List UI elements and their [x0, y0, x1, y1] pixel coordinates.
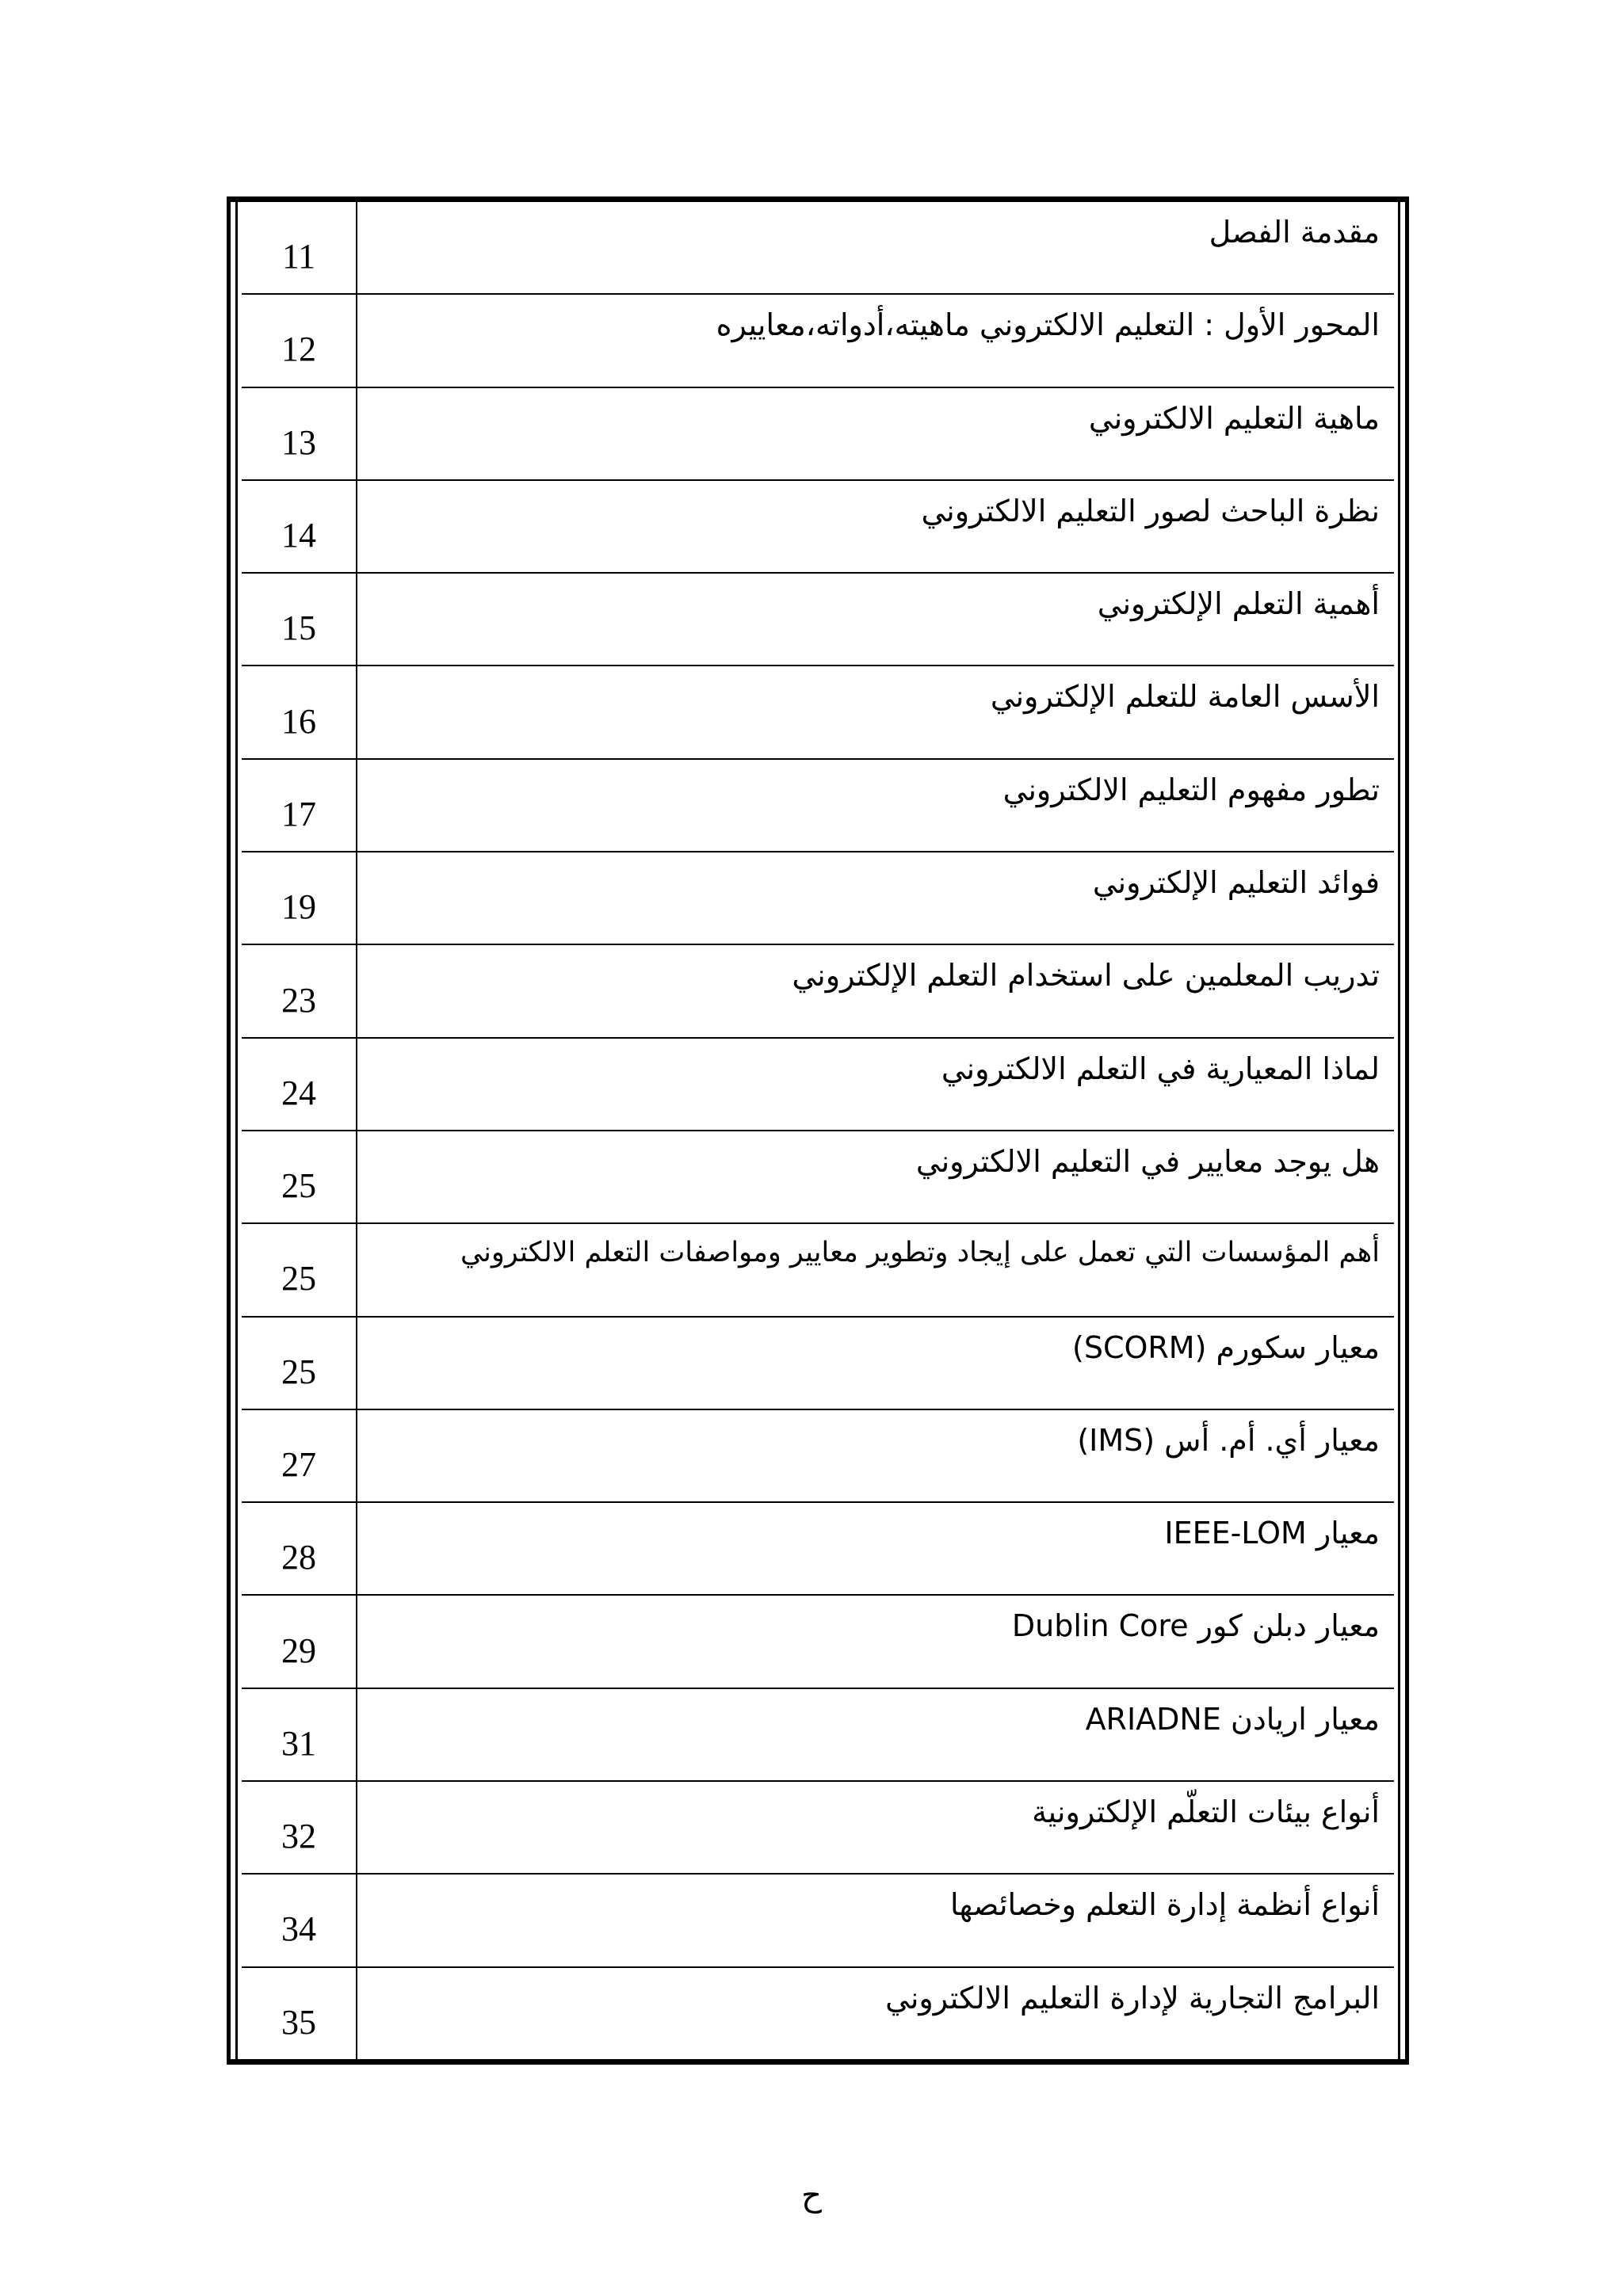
toc-entry-title: فوائد التعليم الإلكتروني — [1092, 865, 1380, 901]
toc-entry-title: تطور مفهوم التعليم الالكتروني — [1002, 772, 1380, 807]
toc-entry-title: ماهية التعليم الالكتروني — [1088, 400, 1380, 436]
toc-page-number: 15 — [242, 574, 357, 665]
table-of-contents — [242, 202, 1394, 2059]
toc-entry-title: المحور الأول : التعليم الالكتروني ماهيته،أدواته،معاييره — [716, 307, 1380, 343]
toc-page-number: 14 — [242, 481, 357, 572]
toc-entry-title: أنواع أنظمة إدارة التعلم وخصائصها — [949, 1887, 1380, 1923]
toc-row — [242, 479, 1394, 572]
toc-entry-title: لماذا المعيارية في التعلم الالكتروني — [941, 1051, 1380, 1086]
toc-row — [242, 1222, 1394, 1315]
toc-page-number: 31 — [242, 1689, 357, 1780]
toc-page-number: 28 — [242, 1503, 357, 1594]
toc-entry-title: معيار اريادن ARIADNE — [1085, 1701, 1380, 1737]
toc-page-number: 25 — [242, 1131, 357, 1222]
toc-entry-title: مقدمة الفصل — [1209, 215, 1380, 250]
toc-page-number: 11 — [242, 202, 357, 293]
page-number-footer: ح — [801, 2177, 822, 2214]
toc-row — [242, 1409, 1394, 1501]
toc-row — [242, 1037, 1394, 1130]
toc-row — [242, 1873, 1394, 1966]
toc-entry-title: هل يوجد معايير في التعليم الالكتروني — [915, 1143, 1380, 1179]
toc-page-number: 32 — [242, 1782, 357, 1873]
toc-page-number: 25 — [242, 1318, 357, 1409]
toc-entry-title: تدريب المعلمين على استخدام التعلم الإلكتروني — [792, 958, 1380, 994]
toc-page-number: 24 — [242, 1039, 357, 1130]
toc-page-number: 16 — [242, 666, 357, 757]
toc-entry-title: البرامج التجارية لإدارة التعليم الالكتروني — [885, 1980, 1380, 2016]
toc-page-number: 19 — [242, 852, 357, 944]
toc-entry-title: أهمية التعلم الإلكتروني — [1097, 586, 1380, 622]
toc-row — [242, 293, 1394, 386]
toc-row — [242, 1966, 1394, 2059]
toc-row — [242, 1316, 1394, 1409]
toc-row — [242, 851, 1394, 944]
toc-row — [242, 665, 1394, 757]
toc-row — [242, 1594, 1394, 1687]
toc-entry-title: نظرة الباحث لصور التعليم الالكتروني — [921, 493, 1380, 528]
toc-row — [242, 387, 1394, 479]
toc-page-number: 13 — [242, 388, 357, 479]
toc-entry-title: أهم المؤسسات التي تعمل على إيجاد وتطوير معايير ومواصفات التعلم الالكتروني — [460, 1237, 1380, 1269]
toc-page-number: 29 — [242, 1596, 357, 1687]
toc-page-number: 23 — [242, 945, 357, 1036]
toc-page-number: 34 — [242, 1875, 357, 1966]
toc-page-number: 12 — [242, 295, 357, 386]
toc-row — [242, 1780, 1394, 1873]
toc-entry-title: معيار أي. أم. أس (IMS) — [1077, 1422, 1380, 1458]
toc-entry-title: معيار IEEE-LOM — [1164, 1516, 1380, 1551]
toc-page-number: 35 — [242, 1968, 357, 2059]
toc-entry-title: معيار سكورم (SCORM) — [1072, 1329, 1380, 1365]
toc-row — [242, 944, 1394, 1036]
toc-row — [242, 1688, 1394, 1780]
toc-row — [242, 1501, 1394, 1594]
toc-entry-title: أنواع بيئات التعلّم الإلكترونية — [1032, 1794, 1380, 1830]
toc-page-number: 17 — [242, 760, 357, 851]
toc-row — [242, 1130, 1394, 1222]
toc-page-number: 25 — [242, 1224, 357, 1315]
toc-page-number: 27 — [242, 1410, 357, 1501]
toc-entry-title: معيار دبلن كور Dublin Core — [1011, 1608, 1380, 1644]
toc-row — [242, 572, 1394, 665]
toc-row — [242, 758, 1394, 851]
toc-entry-title: الأسس العامة للتعلم الإلكتروني — [990, 679, 1380, 715]
table-of-contents-frame — [227, 196, 1409, 2065]
toc-row — [242, 202, 1394, 293]
